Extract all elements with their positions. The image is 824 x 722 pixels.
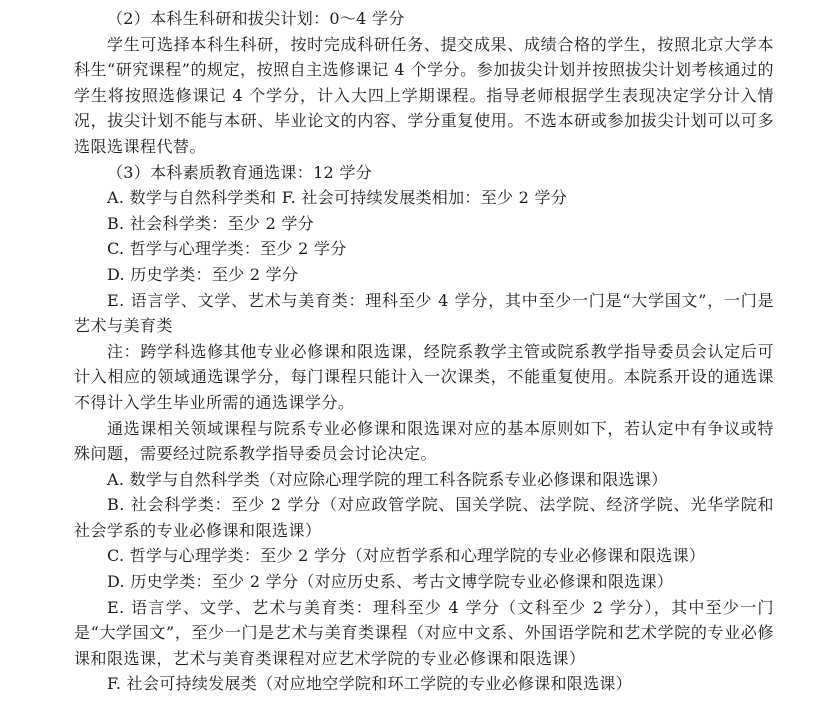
mapping-b: B. 社会科学类：至少 2 学分（对应政管学院、国关学院、法学院、经济学院、光华学院和社会学系的专业必修课和限选课） [74,495,774,540]
requirement-a: A. 数学与自然科学类和 F. 社会可持续发展类相加：至少 2 学分 [107,188,568,208]
requirement-c: C. 哲学与心理学类：至少 2 学分 [107,239,347,259]
mapping-e: E. 语言学、文学、艺术与美育类：理科至少 4 学分（文科至少 2 学分），其中至少一门是“大学国文”，至少一门是艺术与美育类课程（对应中文系、外国语学院和艺术学院的专业必修课和限选课，艺术与美育类课程对应艺术学院的专业必修课和限选课） [74,597,774,668]
mapping-d: D. 历史学类：至少 2 学分（对应历史系、考古文博学院专业必修课和限选课） [107,572,674,592]
note-paragraph: 注：跨学科选修其他专业必修课和限选课，经院系教学主管或院系教学指导委员会认定后可计入相应的领域通选课学分，每门课程只能计入一次课类，不能重复使用。本院系开设的通选课不得计入学生毕业所需的通选课学分。 [74,341,774,412]
requirement-d: D. 历史学类：至少 2 学分 [107,264,299,284]
mapping-f: F. 社会可持续发展类（对应地空学院和环工学院的专业必修课和限选课） [107,674,632,694]
requirement-e: E. 语言学、文学、艺术与美育类：理科至少 4 学分，其中至少一门是“大学国文”，一门是艺术与美育类 [74,290,774,336]
requirement-b: B. 社会科学类：至少 2 学分 [107,213,315,233]
section3-heading: （3）本科素质教育通选课：12 学分 [107,162,373,182]
section2-heading: （2）本科生科研和拔尖计划：0～4 学分 [107,9,405,28]
mapping-c: C. 哲学与心理学类：至少 2 学分（对应哲学系和心理学院的专业必修课和限选课） [107,546,706,566]
section2-body: 学生可选择本科生科研，按时完成科研任务、提交成果、成绩合格的学生，按照北京大学本科生“研究课程”的规定，按照自主选修课记 4 个学分。参加拔尖计划并按照拔尖计划考核通过的学生将按照选修课记 4 个学分，计入大四上学期课程。指导老师根据学生表现决定学分计入情况，拔尖计划不能与本研、毕业论文的内容、学分重复使用。不选本研或参加拔尖计划可以可多选限选课程代替。 [74,34,774,156]
mapping-a: A. 数学与自然科学类（对应除心理学院的理工科各院系专业必修课和限选课） [107,469,668,489]
document-page [74,6,774,697]
principle-paragraph: 通选课相关领域课程与院系专业必修课和限选课对应的基本原则如下，若认定中有争议或特殊问题，需要经过院系教学指导委员会讨论决定。 [74,418,774,464]
